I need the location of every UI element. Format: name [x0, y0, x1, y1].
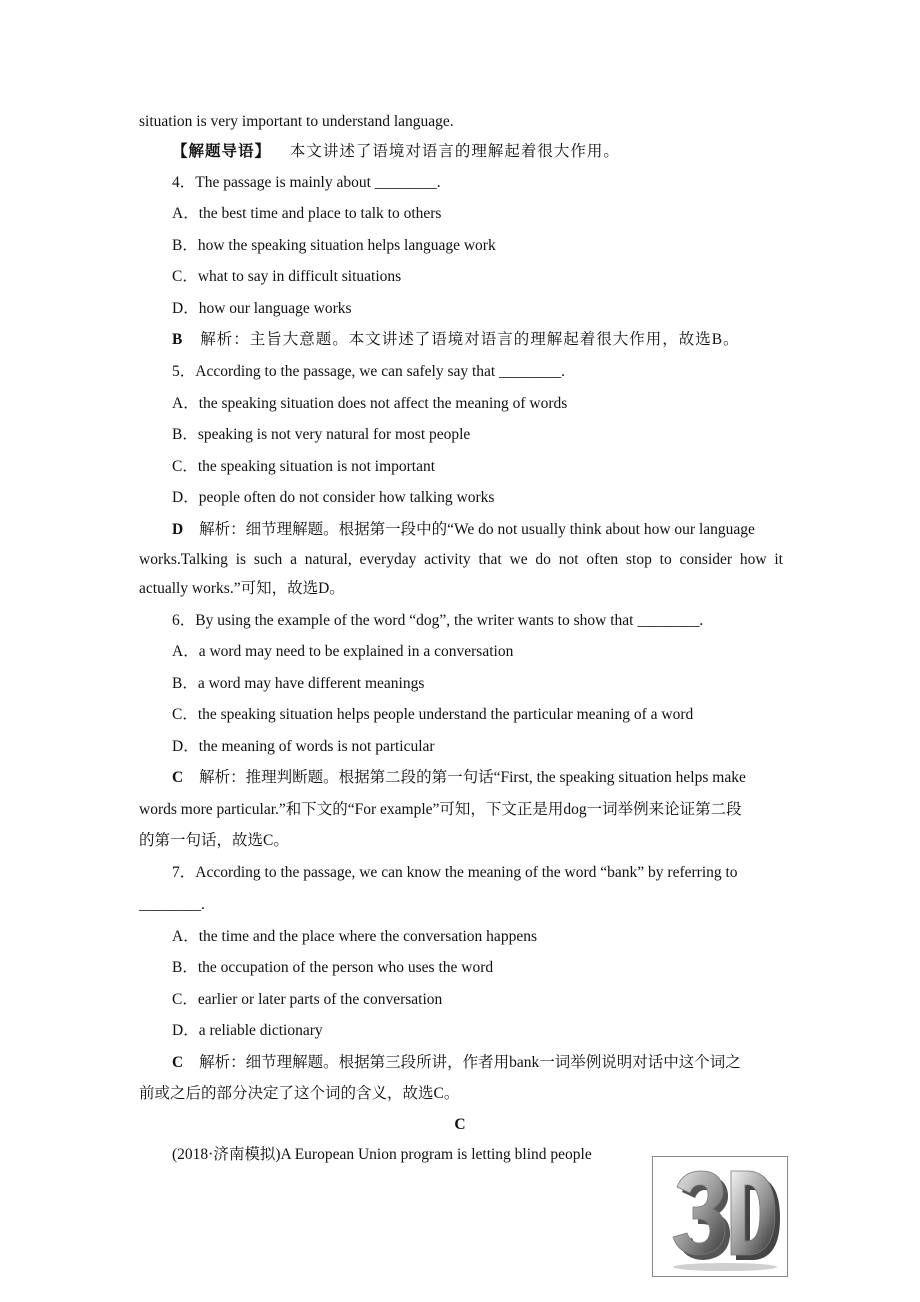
q7-stem-line-1: 7．According to the passage, we can know the meaning of the word “bank” by referring to: [172, 864, 738, 881]
q4-stem: 4．The passage is mainly about ________.: [172, 174, 441, 191]
guide-label: 【解题导语】: [172, 143, 272, 160]
q5-option-c: C．the speaking situation is not important: [172, 458, 436, 475]
q7-option-d: D．a reliable dictionary: [172, 1022, 323, 1039]
q4-explanation-line: [172, 330, 740, 350]
q4-option-c: C．what to say in difficult situations: [172, 268, 402, 285]
q6-option-a: A．a word may need to be explained in a conversation: [172, 643, 514, 660]
q5-explanation-line-2: works.Talking is such a natural, everyday activity that we do not often stop to consider how it: [139, 551, 783, 568]
section-heading: C: [454, 1116, 466, 1133]
continuation-line: situation is very important to understand language.: [139, 113, 454, 130]
3d-letters-graphic: [653, 1157, 787, 1276]
q7-explanation-line-1: [172, 1053, 741, 1073]
q4-answer: B: [172, 331, 184, 348]
q6-answer: C: [172, 769, 184, 786]
section-intro-line: [172, 1145, 592, 1165]
q4-option-d: D．how our language works: [172, 300, 352, 317]
q4-option-a: A．the best time and place to talk to others: [172, 205, 442, 222]
q5-option-d: D．people often do not consider how talking works: [172, 489, 495, 506]
section-intro-source: (2018·济南模拟): [172, 1146, 281, 1163]
q5-stem: 5．According to the passage, we can safely say that ________.: [172, 363, 565, 380]
3d-illustration: [652, 1156, 788, 1277]
q6-option-b: B．a word may have different meanings: [172, 675, 425, 692]
section-intro-text: A European Union program is letting blind people: [280, 1146, 592, 1163]
q7-option-a: A．the time and the place where the conversation happens: [172, 928, 537, 945]
q7-option-b: B．the occupation of the person who uses the word: [172, 959, 494, 976]
q5-explanation-text-1: 解析：细节理解题。根据第一段中的“We do not usually think about how our language: [199, 521, 755, 538]
q4-explanation: 解析：主旨大意题。本文讲述了语境对语言的理解起着很大作用，故选B。: [200, 331, 740, 348]
q6-option-c: C．the speaking situation helps people understand the particular meaning of a word: [172, 706, 694, 723]
guide-line: [172, 142, 620, 162]
q5-option-b: B．speaking is not very natural for most people: [172, 426, 471, 443]
q7-explanation-line-2: 前或之后的部分决定了这个词的含义，故选C。: [139, 1085, 460, 1102]
q6-option-d: D．the meaning of words is not particular: [172, 738, 435, 755]
q6-explanation-text-1: 解析：推理判断题。根据第二段的第一句话“First, the speaking situation helps make: [199, 769, 746, 786]
q6-stem: 6．By using the example of the word “dog”, the writer wants to show that ________.: [172, 612, 704, 629]
q7-option-c: C．earlier or later parts of the conversation: [172, 991, 443, 1008]
q7-stem-line-2: ________.: [139, 896, 205, 913]
q6-explanation-line-2: words more particular.”和下文的“For example”可知，下文正是用dog一词举例来论证第二段: [139, 801, 742, 818]
q6-explanation-line-3: 的第一句话，故选C。: [139, 832, 289, 849]
q5-explanation-line-3: actually works.”可知，故选D。: [139, 580, 345, 597]
q6-explanation-line-1: [172, 768, 746, 788]
q7-answer: C: [172, 1054, 184, 1071]
q5-explanation-line-1: [172, 520, 755, 540]
q4-option-b: B．how the speaking situation helps language work: [172, 237, 496, 254]
q5-answer: D: [172, 521, 184, 538]
q5-option-a: A．the speaking situation does not affect the meaning of words: [172, 395, 568, 412]
guide-text: 本文讲述了语境对语言的理解起着很大作用。: [289, 143, 620, 160]
q7-explanation-text-1: 解析：细节理解题。根据第三段所讲，作者用bank一词举例说明对话中这个词之: [199, 1054, 741, 1071]
